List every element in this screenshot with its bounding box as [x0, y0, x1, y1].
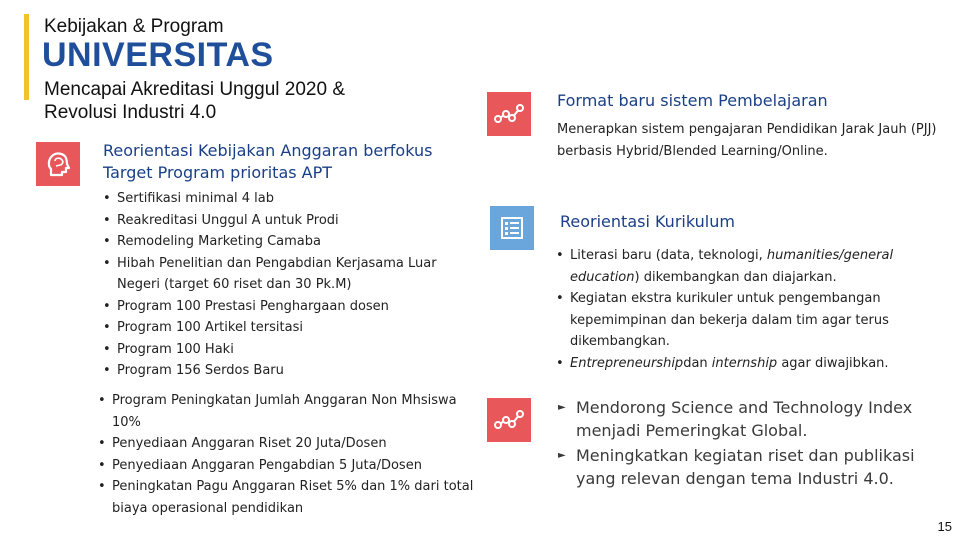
section3-list [558, 396, 928, 492]
list-item: • Sertifikasi minimal 4 lab [103, 188, 483, 210]
list-item: • Hibah Penelitian dan Pengabdian Kerjasama Luar Negeri (target 60 riset dan 30 Pk.M) [103, 253, 483, 296]
pre-title: Kebijakan & Program [44, 16, 224, 37]
list-item: • Program 100 Prestasi Penghargaan dosen [103, 296, 483, 318]
left-section-title: Reorientasi Kebijakan Anggaran berfokus Target Program prioritas APT [103, 141, 433, 182]
list-item: • Peningkatan Pagu Anggaran Riset 5% dan 1% dari total biaya operasional pendidikan [98, 476, 488, 519]
page-title: UNIVERSITAS [42, 36, 274, 74]
list-item: • Program 100 Haki [103, 339, 483, 361]
list-item: • Penyediaan Anggaran Riset 20 Juta/Dosen [98, 433, 488, 455]
list-item: • Reakreditasi Unggul A untuk Prodi [103, 210, 483, 232]
list-item: • Penyediaan Anggaran Pengabdian 5 Juta/Dosen [98, 455, 488, 477]
list-item: ► Meningkatkan kegiatan riset dan publikasi yang relevan dengan tema Industri 4.0. [558, 446, 915, 488]
list-item: ► Mendorong Science and Technology Index menjadi Pemeringkat Global. [558, 398, 913, 440]
left-list-2 [98, 390, 488, 519]
accent-bar [24, 14, 29, 100]
line-chart-icon [487, 92, 531, 136]
line-chart-icon [487, 398, 531, 442]
list-item: • Remodeling Marketing Camaba [103, 231, 483, 253]
arrow-bullet-icon: ► [558, 450, 566, 461]
page-number: 15 [937, 519, 952, 534]
list-item: • Literasi baru (data, teknologi, humanities/general education) dikembangkan dan diajarkan. [556, 245, 941, 288]
left-list-1 [103, 188, 483, 382]
section2-title: Reorientasi Kurikulum [560, 212, 735, 231]
section1-title: Format baru sistem Pembelajaran [557, 91, 828, 110]
list-item: • Program 100 Artikel tersitasi [103, 317, 483, 339]
arrow-bullet-icon: ► [558, 402, 566, 413]
list-item: • Program 156 Serdos Baru [103, 360, 483, 382]
section1-text: Menerapkan sistem pengajaran Pendidikan Jarak Jauh (PJJ) berbasis Hybrid/Blended Learning/Online. [557, 122, 937, 159]
section2-list [556, 245, 941, 374]
page-subtitle: Mencapai Akreditasi Unggul 2020 & Revolusi Industri 4.0 [44, 79, 346, 123]
document-list-icon [490, 206, 534, 250]
list-item: • Entrepreneurshipdan internship agar diwajibkan. [556, 353, 941, 375]
head-profile-icon [36, 142, 80, 186]
list-item: • Kegiatan ekstra kurikuler untuk pengembangan kepemimpinan dan bekerja dalam tim agar terus dikembangkan. [556, 288, 941, 353]
list-item: • Program Peningkatan Jumlah Anggaran Non Mhsiswa 10% [98, 390, 488, 433]
